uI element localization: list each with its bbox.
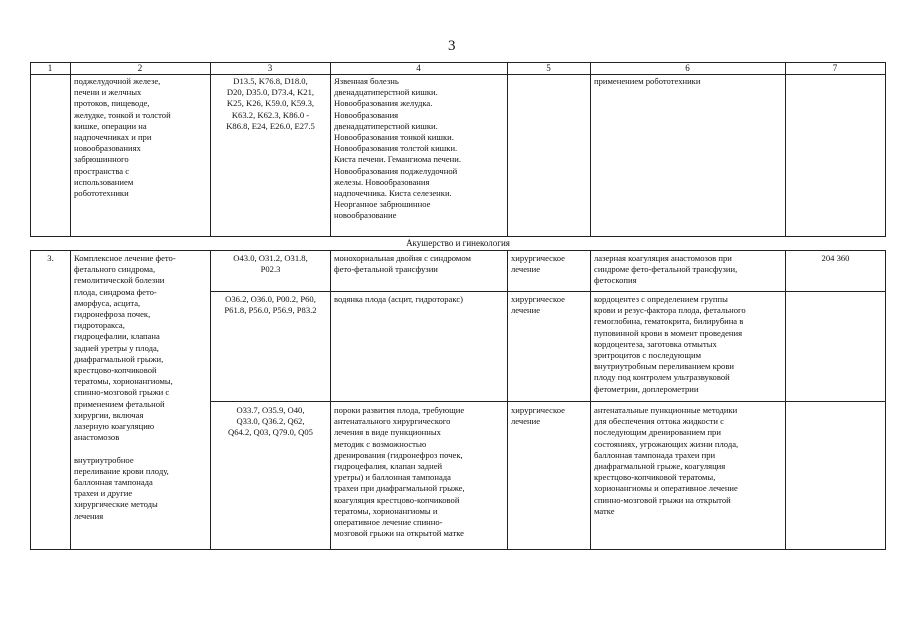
grid-line: [30, 74, 886, 75]
grid-line: [330, 250, 331, 550]
page-number: 3: [448, 38, 456, 54]
grid-line: [785, 250, 786, 550]
subrow-1-treatment-type: хирургическое лечение: [511, 253, 565, 275]
continuation-treatment-method: применением робототехники: [594, 76, 701, 86]
grid-line: [507, 250, 508, 550]
grid-line: [507, 62, 508, 236]
grid-line: [30, 250, 31, 550]
column-number-7: 7: [832, 63, 838, 73]
subrow-1-disease-model: монохориальная двойня с синдромом фето-фетальной трансфузии: [334, 253, 471, 275]
column-number-2: 2: [137, 63, 143, 73]
item-number: 3.: [47, 253, 54, 263]
grid-line: [330, 62, 331, 236]
subrow-2-treatment-type: хирургическое лечение: [511, 294, 565, 316]
grid-line: [785, 62, 786, 236]
grid-line: [885, 250, 886, 550]
grid-line: [30, 62, 31, 236]
subrow-1-icd-codes: O43.0, O31.2, O31.8, P02.3: [233, 253, 308, 275]
grid-line: [590, 62, 591, 236]
subrow-2-icd-codes: O36.2, O36.0, P00.2, P60, P61.8, P56.0, P56.9, P83.2: [224, 294, 317, 316]
item-method-name: Комплексное лечение фето- фетального синдрома, гемолитической болезни плода, синдрома фето- аморфуса, асцита, гидронефроза почек, гидроторакса, гидроцефалии, клапана задней уретры у плода, диафрагмальной грыжи, крестцово-копчиковой тератомы, хорионангиомы, спинно-мозговой грыжи с применением фетальной хирургии, включая лазерную коагуляцию анастомозов внутриутробное переливание крови плоду, баллонная тампонада трахеи и другие хирургические методы лечения: [74, 253, 176, 521]
section-title: Акушерство и гинекология: [406, 238, 510, 248]
grid-line: [70, 62, 71, 236]
column-number-1: 1: [47, 63, 53, 73]
grid-line: [30, 549, 886, 550]
subrow-3-disease-model: пороки развития плода, требующие антенатального хирургического лечения в виде пункционных методик с возможностью дренирования (гидронефроз почек, гидроцефалия, клапан задней уретры) и баллонная тампонада трахеи при диафрагмальной грыже, коагуляция крестцово-копчиковой тератомы, хорионангиомы и оперативное лечение спинно- мозговой грыжи на открытой матке: [334, 405, 465, 539]
column-number-6: 6: [685, 63, 690, 73]
subrow-3-treatment-method: антенатальные пункционные методики для обеспечения оттока жидкости с последующим дренированием при состояниях, угрожающих жизни плода, баллонная тампонада трахеи при диафрагмальной грыже, коагуляция крестцово-копчиковой тератомы, хорионангиомы и оперативное лечение спинно-мозговой грыжи на открытой матке: [594, 405, 739, 516]
subrow-2-treatment-method: кордоцентез с определением группы крови и резус-фактора плода, фетального гемоглобина, гематокрита, билирубина в пуповинной крови в момент проведения кордоцентеза, заготовка отмытых эритроцитов с последующим внутриутробным переливанием крови плоду под контролем ультразвуковой фетометрии, доплерометрии: [594, 294, 746, 394]
grid-line: [885, 62, 886, 236]
grid-line: [30, 250, 886, 251]
subrow-3-icd-codes: O33.7, O35.9, O40, Q33.0, Q36.2, Q62, Q64.2, Q03, Q79.0, Q05: [228, 405, 313, 438]
continuation-icd-codes: D13.5, K76.8, D18.0, D20, D35.0, D73.4, K21, K25, K26, K59.0, K59.3, K63.2, K62.3, K86.0 - K86.8, E24, E26.0, E27.5: [226, 76, 315, 131]
column-number-3: 3: [267, 63, 273, 73]
subrow-1-treatment-method: лазерная коагуляция анастомозов при синдроме фето-фетальной трансфузии, фетоскопия: [594, 253, 738, 286]
continuation-method-name: поджелудочной железе, печени и желчных протоков, пищеводе, желудке, тонкой и толстой кишке, операции на надпочечниках и при новообразованиях забрюшинного пространства с использованием робототехники: [74, 76, 171, 199]
grid-line: [70, 250, 71, 550]
subrow-3-treatment-type: хирургическое лечение: [511, 405, 565, 427]
item-price: 204 360: [821, 253, 850, 263]
column-number-4: 4: [416, 63, 421, 73]
continuation-disease-model: Язвенная болезнь двенадцатиперстной кишки. Новообразования желудка. Новообразования двенадцатиперстной кишки. Новообразования тонкой кишки. Новообразования толстой кишки. Киста печени. Гемангиома печени. Новообразования поджелудочной железы. Новообразования надпочечника. Киста селезенки. Неорганное забрюшинное новообразование: [334, 76, 462, 221]
column-number-5: 5: [546, 63, 551, 73]
grid-line: [590, 250, 591, 550]
subrow-2-disease-model: водянка плода (асцит, гидроторакс): [334, 294, 464, 304]
